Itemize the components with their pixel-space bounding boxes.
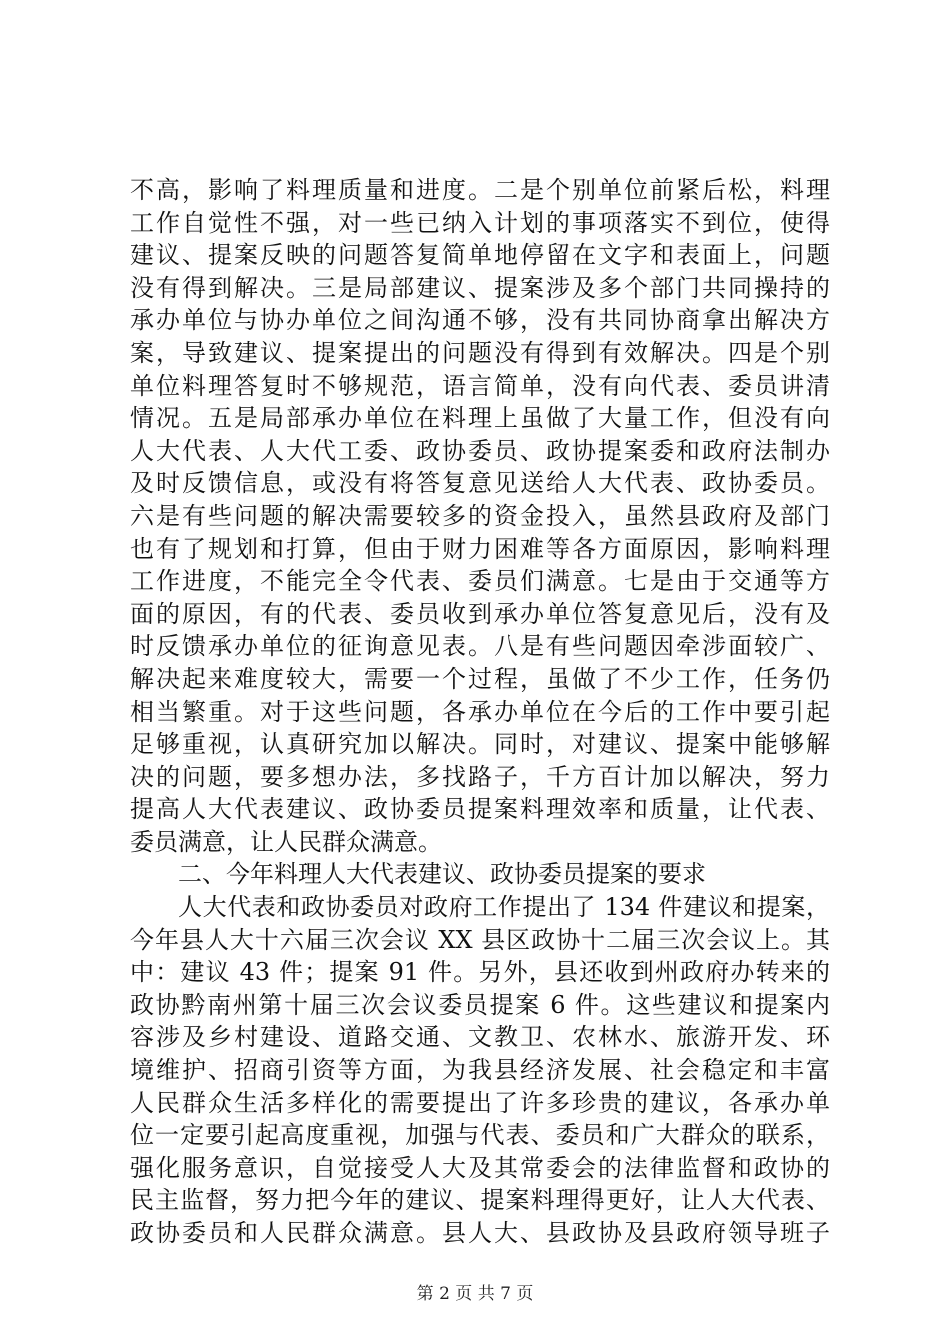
- text-line: 位一定要引起高度重视，加强与代表、委员和广大群众的联系，: [130, 1121, 830, 1150]
- text-line: 时反馈承办单位的征询意见表。八是有些问题因牵涉面较广、: [130, 632, 830, 661]
- text-line: 强化服务意识，自觉接受人大及其常委会的法律监督和政协的: [130, 1153, 830, 1182]
- text-line: 案，导致建议、提案提出的问题没有得到有效解决。四是个别: [130, 338, 830, 367]
- document-body: [130, 174, 830, 1250]
- text-line: 六是有些问题的解决需要较多的资金投入，虽然县政府及部门: [130, 501, 830, 530]
- text-line: 委员满意，让人民群众满意。: [130, 827, 442, 856]
- text-line: 面的原因，有的代表、委员收到承办单位答复意见后，没有及: [130, 599, 830, 628]
- text-line: 工作自觉性不强，对一些已纳入计划的事项落实不到位，使得: [130, 208, 830, 237]
- text-line: 不高，影响了料理质量和进度。二是个别单位前紧后松，料理: [130, 176, 830, 204]
- text-line: 境维护、招商引资等方面，为我县经济发展、社会稳定和丰富: [130, 1056, 830, 1085]
- text-line: 今年县人大十六届三次会议 XX 县区政协十二届三次会议上。其: [130, 925, 830, 954]
- text-line: 中：建议 43 件；提案 91 件。另外，县还收到州政府办转来的: [130, 958, 830, 987]
- text-line: 人大代表和政协委员对政府工作提出了 134 件建议和提案，: [178, 893, 830, 922]
- text-line: 足够重视，认真研究加以解决。同时，对建议、提案中能够解: [130, 730, 830, 759]
- text-line: 解决起来难度较大，需要一个过程，虽做了不少工作，任务仍: [130, 664, 830, 693]
- text-line: 承办单位与协办单位之间沟通不够，没有共同协商拿出解决方: [130, 306, 830, 335]
- page-footer: 第 2 页 共 7 页: [416, 1284, 534, 1304]
- text-line: 民主监督，努力把今年的建议、提案料理得更好，让人大代表、: [130, 1186, 830, 1215]
- text-line: 提高人大代表建议、政协委员提案料理效率和质量，让代表、: [130, 795, 830, 824]
- text-line: 政协委员和人民群众满意。县人大、县政协及县政府领导班子: [130, 1219, 830, 1247]
- text-line: 没有得到解决。三是局部建议、提案涉及多个部门共同操持的: [130, 273, 830, 302]
- text-line: 情况。五是局部承办单位在料理上虽做了大量工作，但没有向: [130, 404, 830, 433]
- text-line: 单位料理答复时不够规范，语言简单，没有向代表、委员讲清: [130, 371, 830, 400]
- text-line: 人大代表、人大代工委、政协委员、政协提案委和政府法制办: [130, 436, 830, 465]
- text-line: 建议、提案反映的问题答复简单地停留在文字和表面上，问题: [130, 241, 830, 270]
- text-line: 工作进度，不能完全令代表、委员们满意。七是由于交通等方: [130, 567, 830, 596]
- text-line: 决的问题，要多想办法，多找路子，千方百计加以解决，努力: [130, 762, 830, 791]
- text-line: 政协黔南州第十届三次会议委员提案 6 件。这些建议和提案内: [130, 990, 830, 1019]
- text-line: 及时反馈信息，或没有将答复意见送给人大代表、政协委员。: [130, 469, 830, 498]
- text-line: 人民群众生活多样化的需要提出了许多珍贵的建议，各承办单: [130, 1088, 830, 1117]
- text-line: 容涉及乡村建设、道路交通、文教卫、农林水、旅游开发、环: [130, 1023, 830, 1052]
- text-line: 也有了规划和打算，但由于财力困难等各方面原因，影响料理: [130, 534, 830, 563]
- text-line: 相当繁重。对于这些问题，各承办单位在今后的工作中要引起: [130, 697, 830, 726]
- text-line: 二、今年料理人大代表建议、政协委员提案的要求: [178, 860, 706, 889]
